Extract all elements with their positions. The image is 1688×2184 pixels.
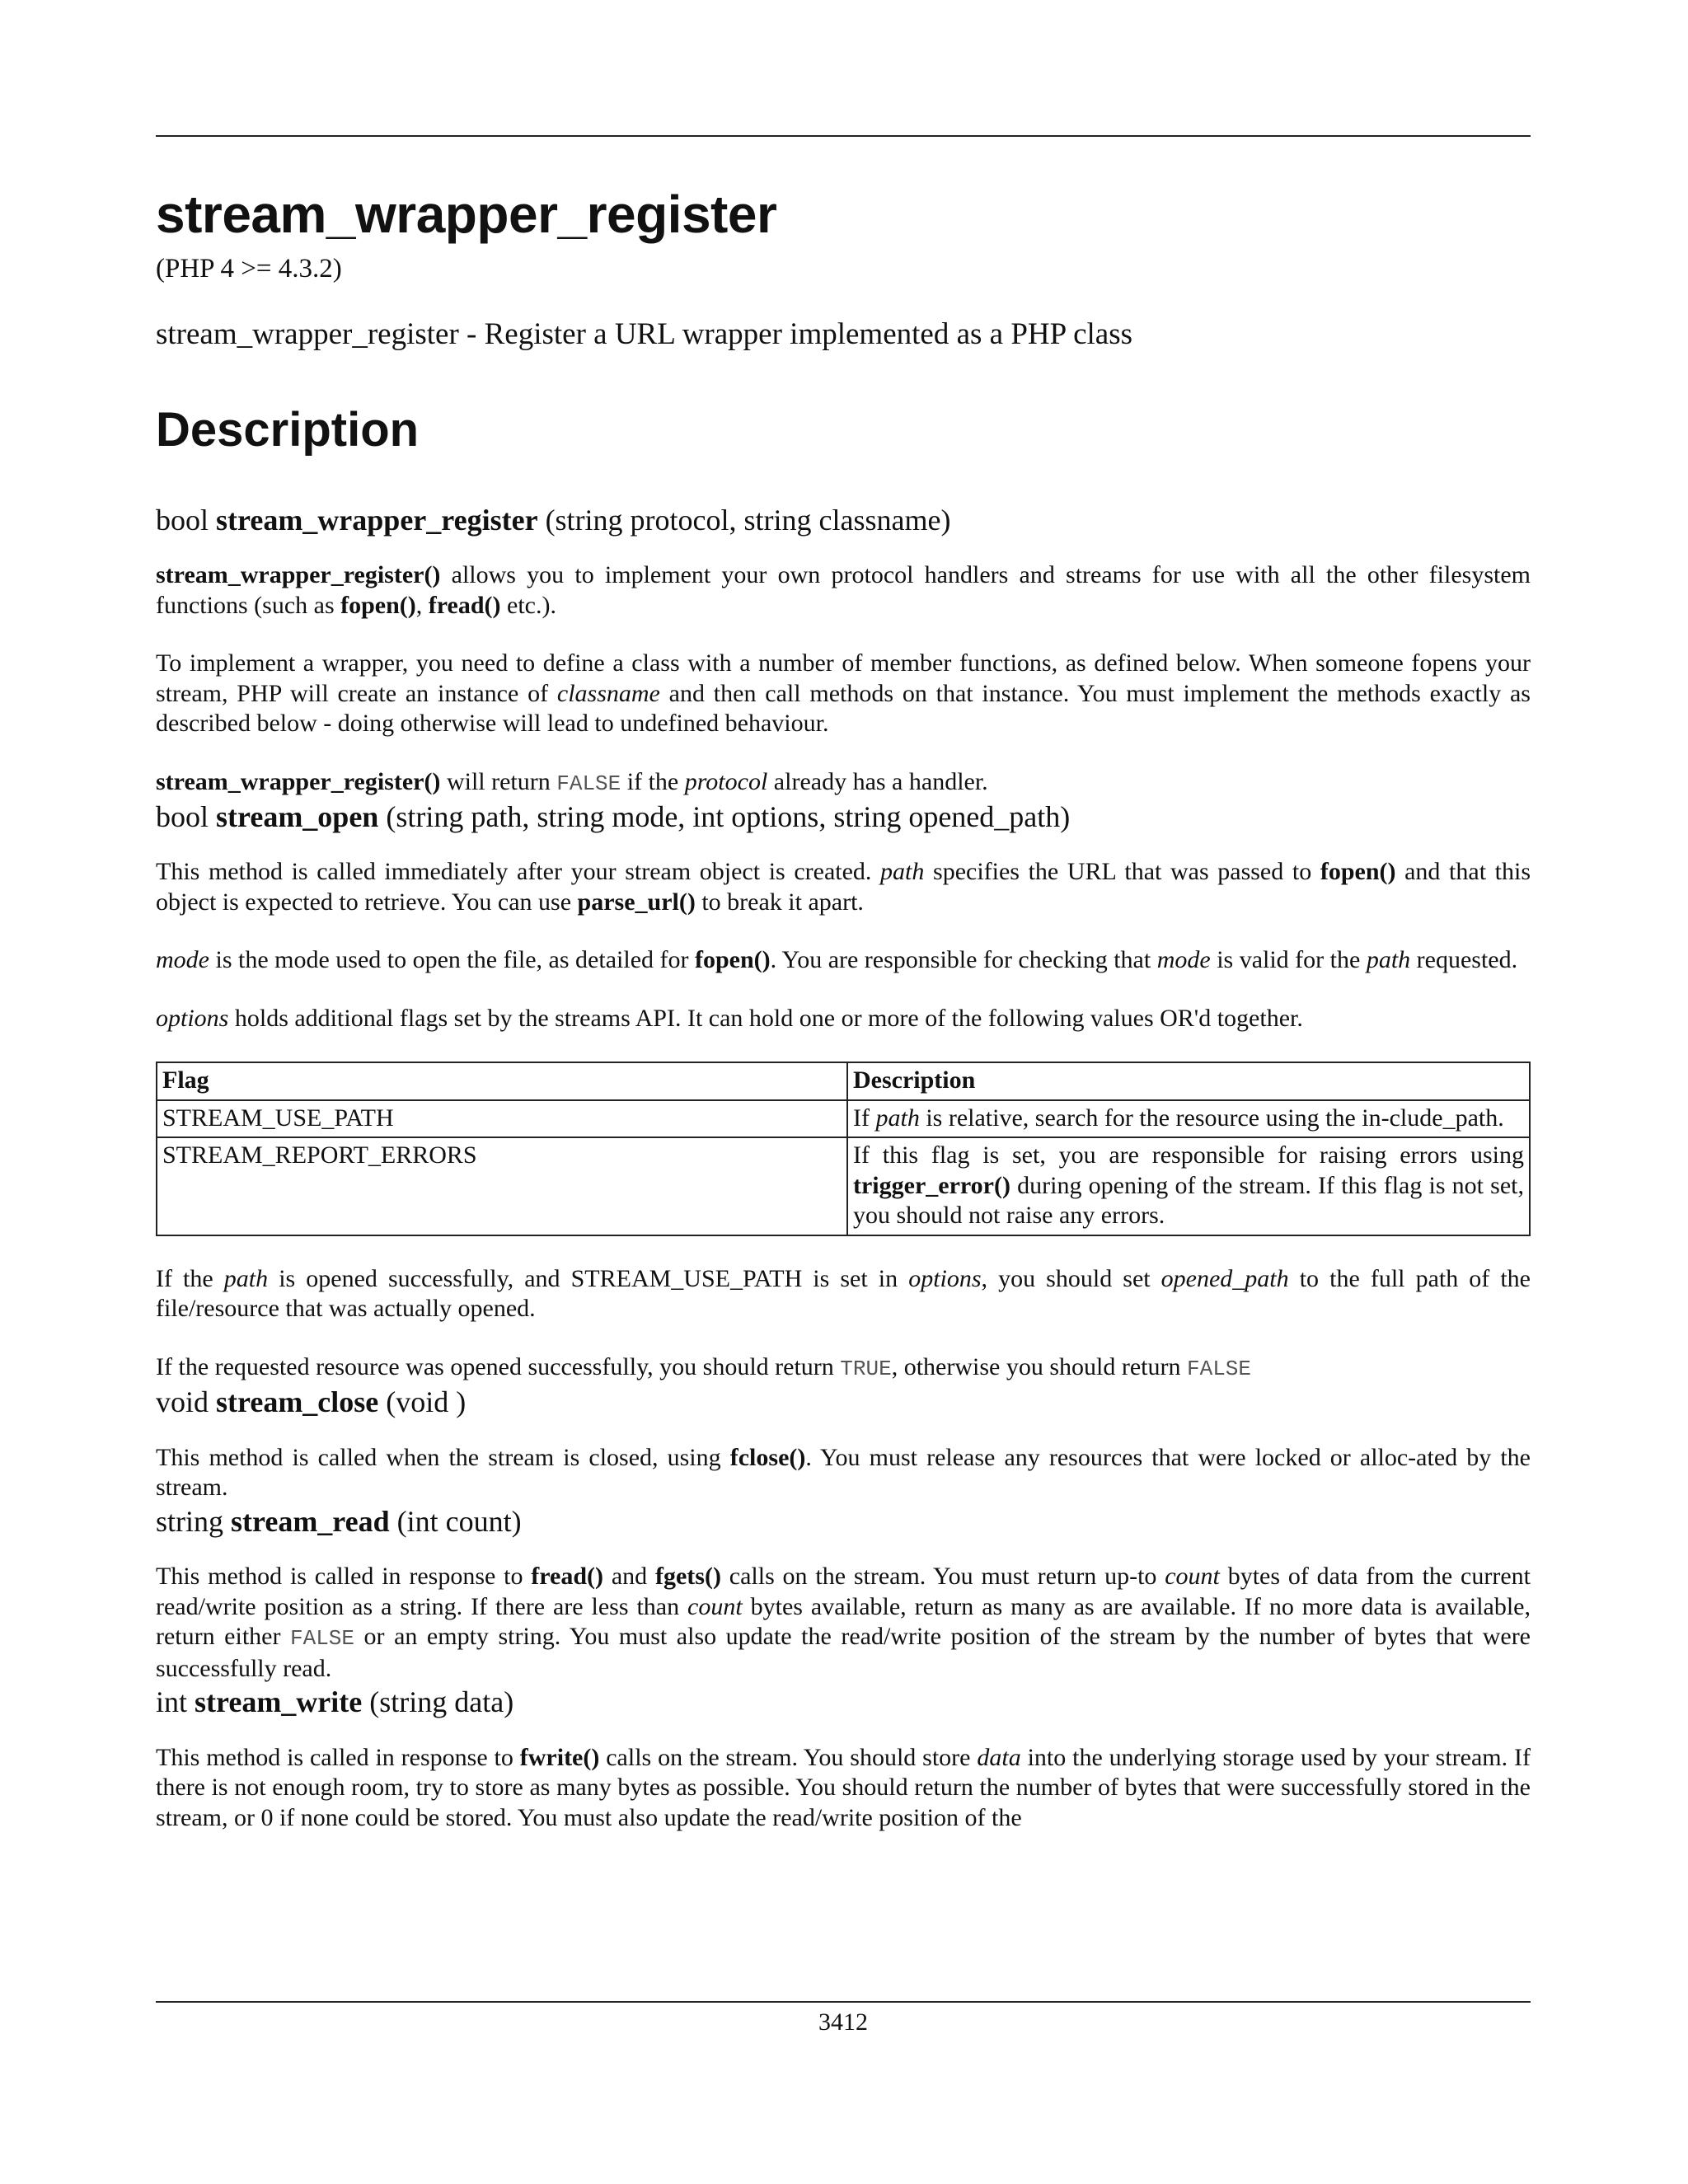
synopsis-stream-wrapper-register [156,504,1531,537]
constant-false: FALSE [290,1626,355,1652]
parameter-ref: mode [1156,946,1211,974]
paragraph-stream-close [156,1443,1531,1503]
parameter-ref: options [908,1264,982,1292]
text: bytes available, return as many as are available. If no more data is available, return either [156,1592,1531,1651]
function-ref: fread() [531,1563,604,1591]
main-content [156,185,1531,1833]
text: is relative, search for the resource using the in-clude_path. [919,1104,1504,1132]
constant-true: TRUE [840,1356,892,1381]
text: . You must release any resources that were locked or alloc-ated by the stream. [156,1443,1531,1502]
text: is the mode used to open the file, as detailed for [209,946,695,974]
paragraph-return [156,767,1531,799]
page-title: stream_wrapper_register [156,185,777,244]
parameter-ref: path [880,858,925,886]
flags-table [156,1062,1531,1236]
constant-false: FALSE [1187,1356,1252,1381]
text: This method is called immediately after your stream object is created. [156,858,881,886]
paragraph-stream-open [156,857,1531,917]
paragraph-options [156,1004,1531,1034]
function-name: stream_open [216,800,379,834]
text: This method is called in response to [156,1743,520,1771]
section-heading-description: Description [156,402,420,457]
parameter-ref: count [687,1592,743,1620]
parameter-ref: count [1165,1563,1220,1591]
return-type: bool [156,503,209,537]
table-header-row [157,1062,1530,1100]
flag-description [847,1100,1530,1138]
text: requested. [1410,946,1518,974]
page-number: 3412 [818,2008,868,2036]
return-type: int [156,1685,188,1719]
function-name: stream_read [231,1504,390,1538]
synopsis-stream-open [156,800,1531,834]
text: or an empty string. You must also update the read/write position of the stream by the number of bytes that were successfully read. [156,1623,1531,1682]
table-row [157,1137,1530,1235]
function-name: stream_write [195,1685,363,1719]
synopsis-stream-write [156,1685,1531,1719]
synopsis-stream-close [156,1385,1531,1419]
text: to break it apart. [695,888,864,916]
text: etc.). [500,591,556,619]
function-ref: fopen() [1320,858,1396,886]
paragraph-stream-read [156,1562,1531,1684]
text: , [415,591,429,619]
text: and that this object is expected to retrieve. You can use [156,858,1531,916]
function-ref: parse_url() [577,888,696,916]
parameter-ref: path [875,1104,920,1132]
function-name: stream_wrapper_register [216,503,538,537]
table-row [157,1100,1530,1138]
text: If the [156,1264,224,1292]
table-header-description: Description [847,1062,1530,1100]
return-type: void [156,1385,209,1419]
parameter-ref: mode [156,946,209,974]
constant-false: FALSE [556,771,621,796]
function-ref: fclose() [729,1443,806,1471]
text: calls on the stream. You should store [599,1743,978,1771]
return-type: string [156,1504,224,1538]
paragraph-open-return [156,1352,1531,1385]
text: is valid for the [1210,946,1367,974]
function-ref: fread() [428,591,501,619]
function-ref: stream_wrapper_register() [156,561,441,589]
php-version: (PHP 4 >= 4.3.2) [156,254,342,284]
text: If [853,1104,876,1132]
function-ref: stream_wrapper_register() [156,767,441,795]
parameters: (string protocol, string classname) [545,503,951,537]
text: bytes of data from the current read/write position as a string. If there are less than [156,1563,1531,1620]
function-ref: trigger_error() [853,1171,1010,1199]
text: This method is called in response to [156,1563,532,1591]
paragraph-implement [156,649,1531,739]
paragraph-stream-write [156,1743,1531,1834]
footer-rule [156,2001,1531,2003]
text: specifies the URL that was passed to [924,858,1320,886]
text: This method is called when the stream is closed, using [156,1443,730,1471]
parameter-ref: path [1366,946,1411,974]
function-ref: fopen() [694,946,771,974]
text: , otherwise you should return [891,1352,1187,1380]
text: , you should set [981,1264,1161,1292]
function-ref: fopen() [340,591,416,619]
synopsis-stream-read [156,1505,1531,1539]
text: is opened successfully, and STREAM_USE_PATH is set in [268,1264,909,1292]
flag-name: STREAM_USE_PATH [157,1100,847,1138]
parameter-ref: data [977,1743,1021,1771]
text: to the full path of the file/resource that was actually opened. [156,1264,1531,1323]
refpurpose: stream_wrapper_register - Register a URL wrapper implemented as a PHP class [156,317,1132,352]
text: into the underlying storage used by your stream. If there is not enough room, try to store as many bytes as possible. You should return the number of bytes that were successfully stored in the stream, or 0 if none could be stored. You must also update the read/write position of the [156,1743,1531,1831]
text: If the requested resource was opened successfully, you should return [156,1352,841,1380]
paragraph-opened-path [156,1264,1531,1324]
table-header-flag: Flag [157,1062,847,1100]
parameter-ref: protocol [684,767,768,795]
text: holds additional flags set by the streams API. It can hold one or more of the following values OR'd together. [228,1004,1303,1032]
parameter-ref: opened_path [1160,1264,1289,1292]
parameter-ref: path [223,1264,269,1292]
header-rule [156,135,1531,137]
text: already has a handler. [767,767,988,795]
flag-name: STREAM_REPORT_ERRORS [157,1137,847,1235]
text: allows you to implement your own protocol handlers and streams for use with all the other filesystem functions (such as [156,561,1531,619]
parameters: (int count) [396,1504,522,1538]
text: will return [440,767,557,795]
parameters: (void ) [386,1385,467,1419]
parameter-ref: classname [556,679,660,707]
function-name: stream_close [216,1385,379,1419]
text: . You are responsible for checking that [770,946,1157,974]
parameters: (string path, string mode, int options, string opened_path) [386,800,1071,834]
text: calls on the stream. You must return up-to [720,1563,1165,1591]
paragraph-mode [156,945,1531,976]
paragraph-intro [156,560,1531,621]
text: and [603,1563,655,1591]
text: To implement a wrapper, you need to define a class with a number of member functions, as defined below. When someone fopens your stream, PHP will create an instance of [156,649,1531,707]
parameters: (string data) [369,1685,514,1719]
text: and then call methods on that instance. You must implement the methods exactly as described below - doing otherwise will lead to undefined behaviour. [156,679,1531,738]
text: if the [621,767,685,795]
text: If this flag is set, you are responsible for raising errors using [853,1141,1524,1169]
return-type: bool [156,800,209,834]
parameter-ref: options [156,1004,229,1032]
function-ref: fwrite() [519,1743,600,1771]
flag-description [847,1137,1530,1235]
function-ref: fgets() [655,1563,721,1591]
text: during opening of the stream. If this flag is not set, you should not raise any errors. [853,1171,1524,1230]
page [156,0,1531,2184]
